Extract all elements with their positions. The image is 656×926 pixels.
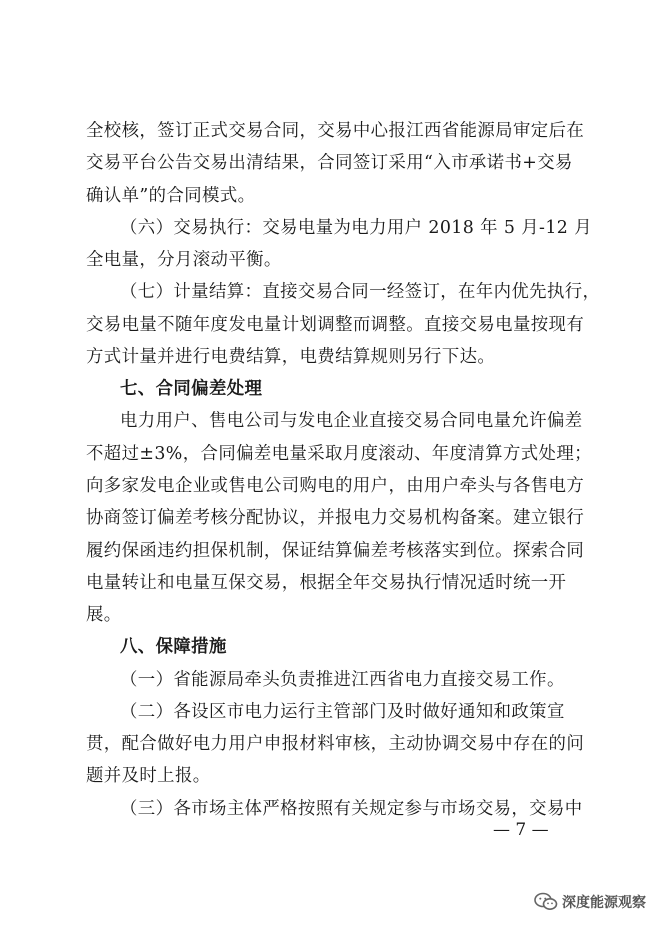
body-text-line: （三）各市场主体严格按照有关规定参与市场交易，交易中 xyxy=(120,799,583,819)
body-text-line: 电量转让和电量互保交易，根据全年交易执行情况适时统一开 xyxy=(86,573,567,593)
body-text-line: 协商签订偏差考核分配协议，并报电力交易机构备案。建立银行 xyxy=(86,508,585,528)
body-text-line: （七）计量结算：直接交易合同一经签订，在年内优先执行， xyxy=(120,282,601,302)
body-text-line: 交易平台公告交易出清结果，合同签订采用“入市承诺书+交易 xyxy=(86,153,573,173)
body-text-line: 展。 xyxy=(86,605,122,625)
body-text-line: 电力用户、售电公司与发电企业直接交易合同电量允许偏差 xyxy=(120,411,583,431)
body-text-line: 全校核，签订正式交易合同，交易中心报江西省能源局审定后在 xyxy=(86,121,585,141)
body-text-line: 不超过±3%，合同偏差电量采取月度滚动、年度清算方式处理； xyxy=(86,444,592,464)
watermark xyxy=(534,892,646,912)
body-text-line: 贯，配合做好电力用户申报材料审核，主动协调交易中存在的问 xyxy=(86,734,585,754)
page-number: — 7 — xyxy=(493,820,549,840)
section-heading: 七、合同偏差处理 xyxy=(120,379,263,399)
body-text-line: （一）省能源局牵头负责推进江西省电力直接交易工作。 xyxy=(120,670,565,690)
wechat-icon xyxy=(534,892,558,912)
body-text-line: 全电量，分月滚动平衡。 xyxy=(86,250,282,270)
section-heading: 八、保障措施 xyxy=(120,637,227,657)
body-text-line: 交易电量不随年度发电量计划调整而调整。直接交易电量按现有 xyxy=(86,315,585,335)
body-text-line: 向多家发电企业或售电公司购电的用户，由用户牵头与各售电方 xyxy=(86,476,585,496)
body-text-line: 确认单”的合同模式。 xyxy=(86,186,256,206)
body-text-line: （二）各设区市电力运行主管部门及时做好通知和政策宣 xyxy=(120,702,565,722)
body-text-line: （六）交易执行：交易电量为电力用户 2018 年 5 月-12 月 xyxy=(120,218,592,238)
body-text-line: 题并及时上报。 xyxy=(86,766,211,786)
body-text-line: 方式计量并进行电费结算，电费结算规则另行下达。 xyxy=(86,347,496,367)
body-text-line: 履约保函违约担保机制，保证结算偏差考核落实到位。探索合同 xyxy=(86,541,585,561)
watermark-text: 深度能源观察 xyxy=(562,895,646,911)
